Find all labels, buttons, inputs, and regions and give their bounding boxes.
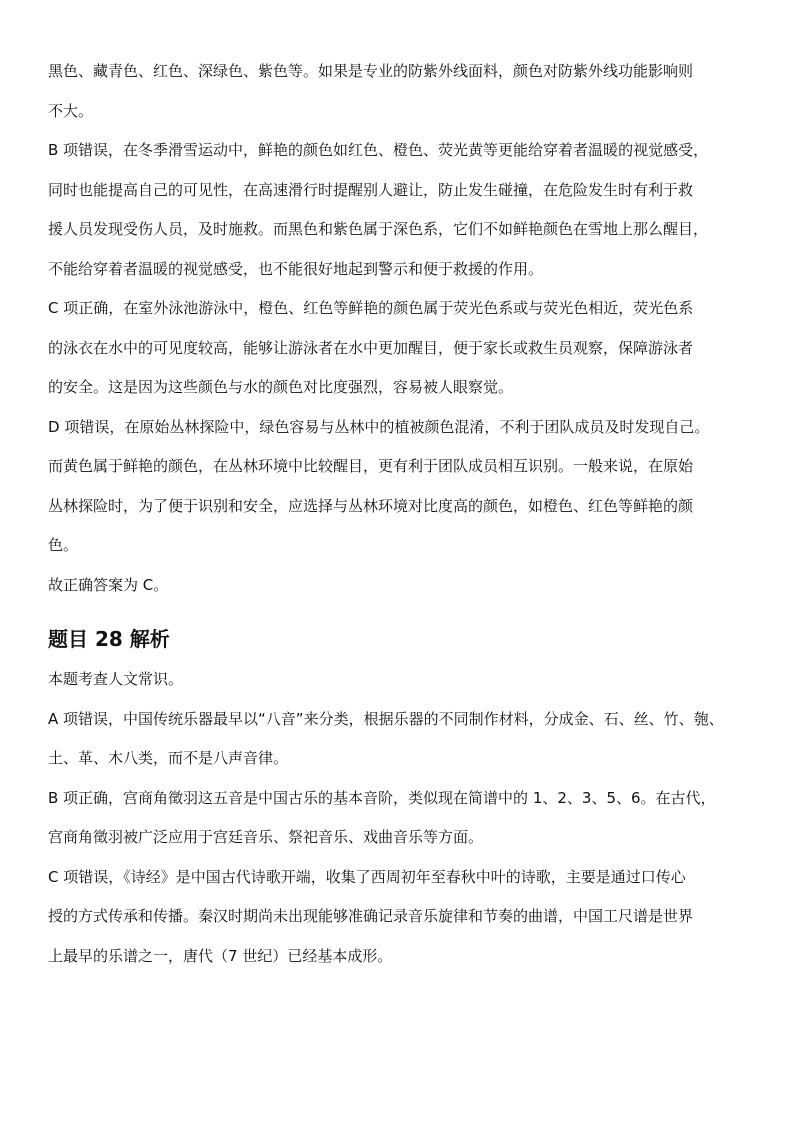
text-line: D 项错误，在原始丛林探险中，绿色容易与丛林中的植被颜色混淆，不利于团队成员及时发现自己。: [48, 417, 710, 436]
text-line: 不能给穿着者温暖的视觉感受，也不能很好地起到警示和便于救援的作用。: [48, 259, 544, 278]
section-heading: 题目 28 解析: [48, 627, 170, 651]
text-line: A 项错误，中国传统乐器最早以“八音”来分类，根据乐器的不同制作材料，分成金、石、丝、竹、匏、: [48, 709, 724, 728]
paragraph-topic: [48, 660, 752, 700]
text-line: 色。: [48, 536, 79, 554]
paragraph-option-d: [48, 408, 752, 566]
text-line: C 项错误，《诗经》是中国古代诗歌开端，收集了西周初年至春秋中叶的诗歌，主要是通过口传心: [48, 867, 686, 886]
text-line: 宫商角徵羽被广泛应用于宫廷音乐、祭祀音乐、戏曲音乐等方面。: [48, 828, 484, 846]
paragraph-option-a: [48, 700, 752, 779]
text-line: 丛林探险时，为了便于识别和安全，应选择与丛林环境对比度高的颜色，如橙色、红色等鲜艳的颜: [48, 496, 694, 515]
answer-line: 故正确答案为 C。: [48, 575, 169, 594]
text-line: 的泳衣在水中的可见度较高，能够让游泳者在水中更加醒目，便于家长或救生员观察，保障游泳者: [48, 338, 694, 357]
text-line: 土、革、木八类，而不是八声音律。: [48, 749, 289, 767]
paragraph-option-b: [48, 131, 752, 289]
text-line: 不大。: [48, 101, 94, 120]
text-line: 的安全。这是因为这些颜色与水的颜色对比度强烈，容易被人眼察觉。: [48, 378, 514, 396]
question-28-section: [48, 626, 752, 976]
paragraph-option-c: [48, 858, 752, 977]
text-line: 本题考查人文常识。: [48, 670, 184, 688]
text-line: 而黄色属于鲜艳的颜色，在丛林环境中比较醒目，更有利于团队成员相互识别。一般来说，在原始: [48, 457, 694, 475]
text-line: B 项正确，宫商角徵羽这五音是中国古乐的基本音阶，类似现在简谱中的 1、2、3、5、6。在古代，: [48, 788, 716, 807]
text-line: 援人员发现受伤人员，及时施救。而黑色和紫色属于深色系，它们不如鲜艳颜色在雪地上那么醒目，: [48, 220, 709, 238]
text-line: 上最早的乐谱之一，唐代（7 世纪）已经基本成形。: [48, 946, 393, 965]
text-line: 黑色、藏青色、红色、深绿色、紫色等。如果是专业的防紫外线面料，颜色对防紫外线功能影响则: [48, 62, 694, 80]
paragraph-option-c: [48, 289, 752, 408]
text-line: 授的方式传承和传播。秦汉时期尚未出现能够准确记录音乐旋律和节奏的曲谱，中国工尺谱是世界: [48, 907, 694, 925]
explanation-continued: [48, 52, 752, 605]
text-line: 同时也能提高自己的可见性，在高速滑行时提醒别人避让，防止发生碰撞，在危险发生时有利于救: [48, 180, 694, 199]
text-line: C 项正确，在室外泳池游泳中，橙色、红色等鲜艳的颜色属于荧光色系或与荧光色相近，荧光色系: [48, 299, 694, 317]
paragraph-a-intro: [48, 52, 752, 131]
paragraph-option-b: [48, 779, 752, 858]
paragraph-answer: [48, 566, 752, 606]
text-line: B 项错误，在冬季滑雪运动中，鲜艳的颜色如红色、橙色、荧光黄等更能给穿着者温暖的视觉感受，: [48, 141, 709, 159]
